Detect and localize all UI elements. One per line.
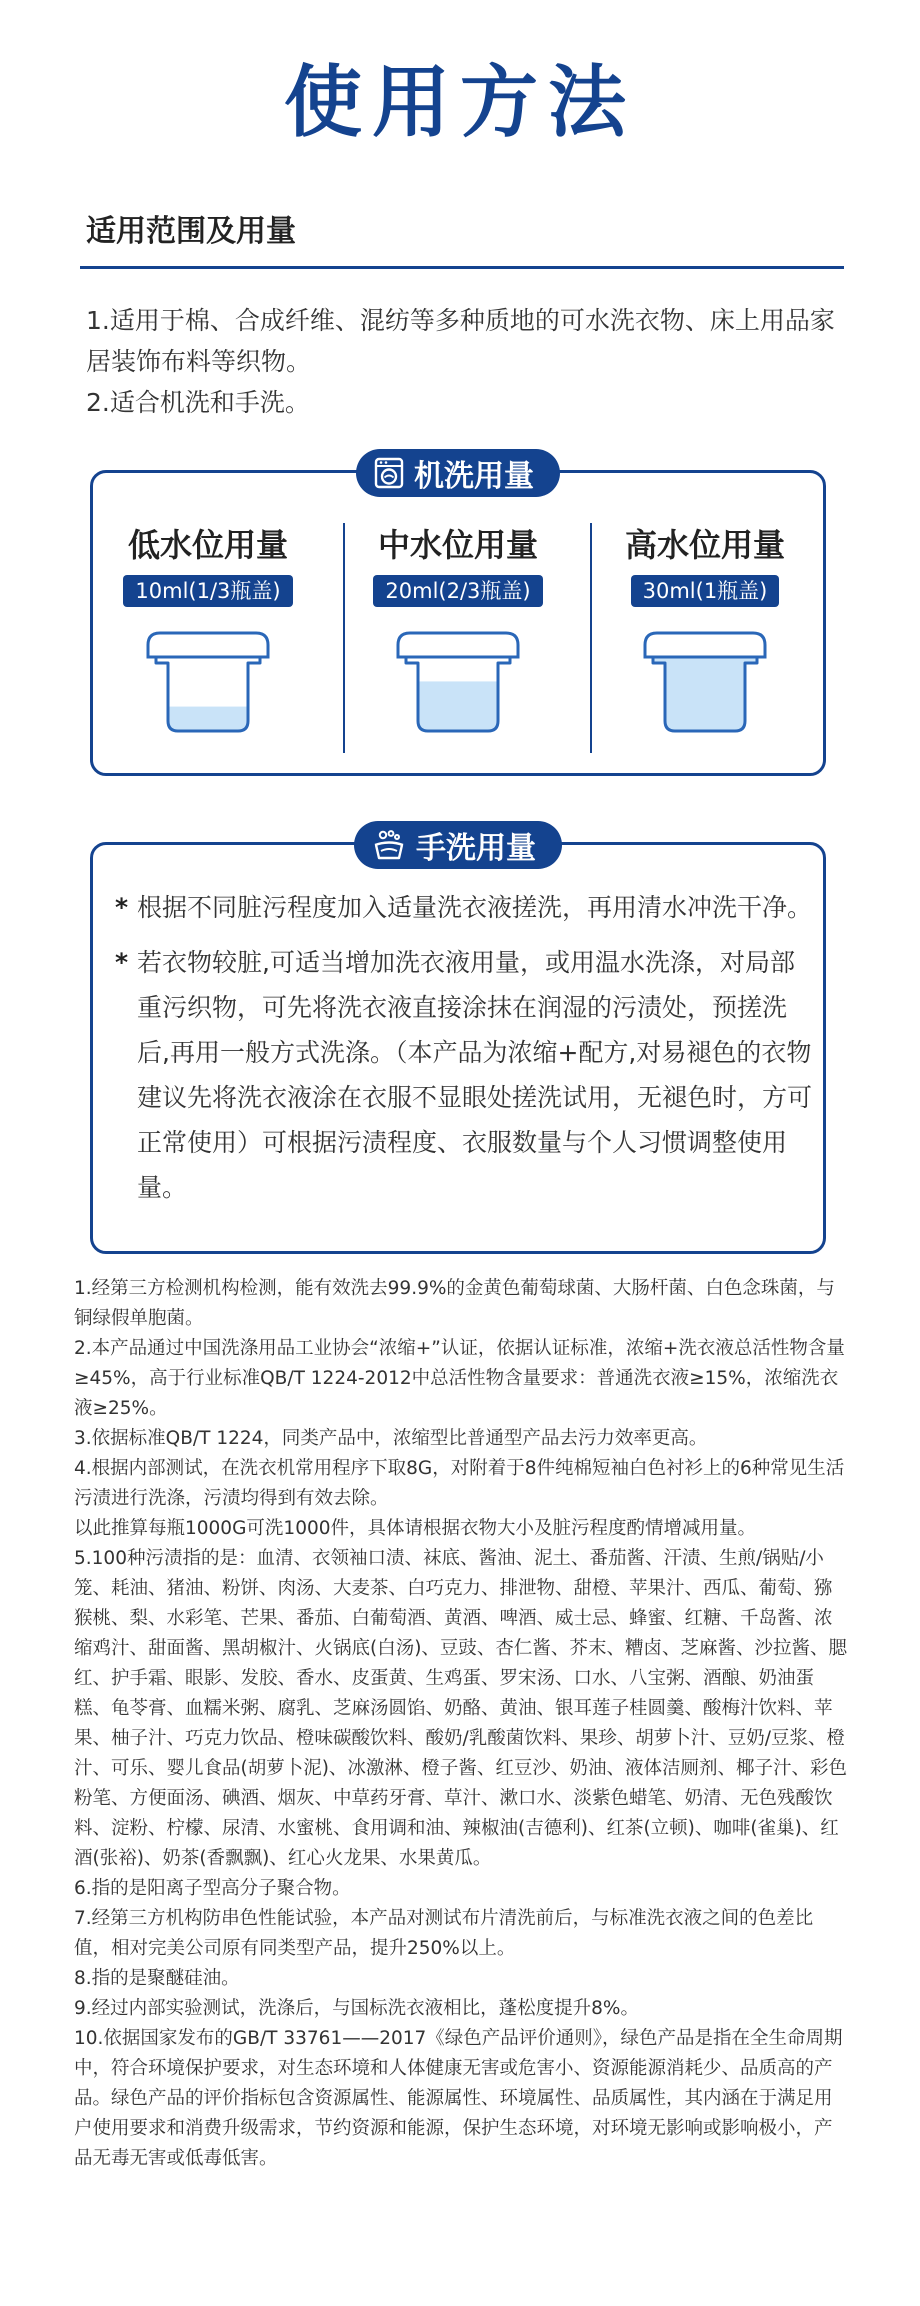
machine-wash-header <box>356 449 560 497</box>
measuring-cup-icon <box>142 627 274 735</box>
scope-item-2: 2.适合机洗和手洗。 <box>86 388 310 417</box>
measuring-cup-icon <box>639 627 771 735</box>
machine-wash-panel <box>90 459 826 776</box>
dose-amount-badge: 30ml(1瓶盖) <box>631 575 780 607</box>
footnote: 5.100种污渍指的是：血清、衣领袖口渍、袜底、酱油、泥土、番茄酱、汗渍、生煎/锅贴/小笼、耗油、猪油、粉饼、肉汤、大麦茶、白巧克力、排泄物、甜橙、苹果汁、西瓜、葡萄、猕猴桃、梨、水彩笔、芒果、番茄、白葡萄酒、黄酒、啤酒、威士忌、蜂蜜、红糖、千岛酱、浓缩鸡汁、甜面酱、黑胡椒汁、火锅底(白汤)、豆豉、杏仁酱、芥末、糟卤、芝麻酱、沙拉酱、腮红、护手霜、眼影、发胶、香水、皮蛋黄、生鸡蛋、罗宋汤、口水、八宝粥、酒酿、奶油蛋糕、龟苓膏、血糯米粥、腐乳、芝麻汤圆馅、奶酪、黄油、银耳莲子桂圆羹、酸梅汁饮料、苹果、柚子汁、巧克力饮品、橙味碳酸饮料、酸奶/乳酸菌饮料、果珍、胡萝卜汁、豆奶/豆浆、橙汁、可乐、婴儿食品(胡萝卜泥)、冰激淋、橙子酱、红豆沙、奶油、液体洁厕剂、椰子汁、彩色粉笔、方便面汤、碘酒、烟灰、中草药牙膏、草汁、漱口水、淡紫色蜡笔、奶清、无色残酸饮料、淀粉、柠檬、尿清、水蜜桃、食用调和油、辣椒油(吉德利)、红茶(立顿)、咖啡(雀巢)、红酒(张裕)、奶茶(香飘飘)、红心火龙果、水果黄瓜。 <box>74 1548 847 1869</box>
machine-wash-title: 机洗用量 <box>414 459 534 494</box>
hand-wash-text: 根据不同脏污程度加入适量洗衣液搓洗，再用清水冲洗干净。 <box>137 893 813 922</box>
footnote: 9.经过内部实验测试，洗涤后，与国标洗衣液相比，蓬松度提升8%。 <box>74 1998 640 2019</box>
scope-section-title: 适用范围及用量 <box>86 214 296 249</box>
water-fill <box>142 707 274 731</box>
footnote: 1.经第三方检测机构检测，能有效洗去99.9%的金黄色葡萄球菌、大肠杆菌、白色念珠菌，与铜绿假单胞菌。 <box>74 1278 835 1329</box>
dose-level-name: 低水位用量 <box>127 526 288 564</box>
dose-amount-badge: 10ml(1/3瓶盖) <box>123 575 292 607</box>
dose-level-name: 中水位用量 <box>377 526 538 564</box>
cup-rim <box>645 633 765 657</box>
hand-wash-list <box>115 885 815 1220</box>
washing-machine-icon <box>374 457 404 489</box>
footnote: 8.指的是聚醚硅油。 <box>74 1968 240 1989</box>
dose-low-water <box>93 523 323 735</box>
footnote: 7.经第三方机构防串色性能试验，本产品对测试布片清洗前后，与标准洗衣液之间的色差比值，相对完美公司原有同类型产品，提升250%以上。 <box>74 1908 814 1959</box>
hand-wash-panel <box>90 831 826 1254</box>
asterisk-bullet: * <box>115 948 129 977</box>
page-title: 使用方法 <box>283 58 636 148</box>
hand-wash-item <box>115 885 815 930</box>
asterisk-bullet: * <box>115 893 129 922</box>
dose-high-water <box>590 523 820 735</box>
measuring-cup-icon <box>392 627 524 735</box>
cup-rim <box>398 633 518 657</box>
dose-level-name: 高水位用量 <box>624 526 785 564</box>
water-fill <box>639 657 771 731</box>
scope-list <box>86 300 846 423</box>
hand-wash-header <box>354 821 562 869</box>
hand-wash-text: 若衣物较脏,可适当增加洗衣液用量，或用温水洗涤，对局部重污织物，可先将洗衣液直接涂抹在润湿的污渍处，预搓洗后,再用一般方式洗涤。（本产品为浓缩+配方,对易褪色的衣物建议先将洗衣液涂在衣服不显眼处搓洗试用，无褪色时，方可正常使用）可根据污渍程度、衣服数量与个人习惯调整使用量。 <box>137 948 813 1202</box>
water-fill <box>392 681 524 731</box>
section-divider <box>80 266 844 269</box>
footnotes <box>74 1274 850 2174</box>
dose-mid-water <box>343 523 573 735</box>
footnote: 3.依据标准QB/T 1224，同类产品中，浓缩型比普通型产品去污力效率更高。 <box>74 1428 708 1449</box>
footnote: 4.根据内部测试，在洗衣机常用程序下取8G，对附着于8件纯棉短袖白色衬衫上的6种常见生活污渍进行洗涤，污渍均得到有效去除。 <box>74 1458 845 1509</box>
footnote: 6.指的是阳离子型高分子聚合物。 <box>74 1878 351 1899</box>
dose-amount-badge: 20ml(2/3瓶盖) <box>373 575 542 607</box>
cup-rim <box>148 633 268 657</box>
footnote: 10.依据国家发布的GB/T 33761——2017《绿色产品评价通则》，绿色产品是指在全生命周期中，符合环境保护要求，对生态环境和人体健康无害或危害小、资源能源消耗少、品质高的产品。绿色产品的评价指标包含资源属性、能源属性、环境属性、品质属性，其内涵在于满足用户使用要求和消费升级需求，节约资源和能源，保护生态环境，对环境无影响或影响极小，产品无毒无害或低毒低害。 <box>74 2028 843 2169</box>
scope-item-1: 1.适用于棉、合成纤维、混纺等多种质地的可水洗衣物、床上用品家居装饰布料等织物。 <box>86 306 835 376</box>
footnote: 以此推算每瓶1000G可洗1000件，具体请根据衣物大小及脏污程度酌情增减用量。 <box>74 1518 757 1539</box>
footnote: 2.本产品通过中国洗涤用品工业协会“浓缩+”认证，依据认证标准，浓缩+洗衣液总活性物含量≥45%，高于行业标准QB/T 1224-2012中总活性物含量要求：普通洗衣液≥15%，浓缩洗衣液≥25%。 <box>74 1338 845 1419</box>
hand-wash-title: 手洗用量 <box>416 831 536 866</box>
hand-wash-icon <box>372 829 406 861</box>
hand-wash-item <box>115 940 815 1210</box>
